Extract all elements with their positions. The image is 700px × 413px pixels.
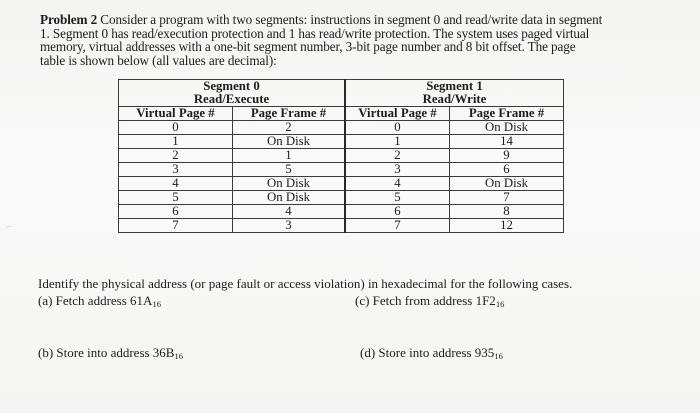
seg0-virtual-page: 3	[119, 163, 233, 177]
seg0-virtual-page: 2	[119, 149, 233, 163]
seg1-page-frame: On Disk	[450, 177, 564, 191]
table-row	[119, 121, 564, 135]
seg0-virtual-page: 1	[119, 135, 233, 149]
segment0-title: Segment 0	[119, 80, 346, 94]
seg1-virtual-page: 1	[345, 135, 450, 149]
seg0-page-frame: On Disk	[233, 177, 346, 191]
seg1-page-frame: 14	[450, 135, 564, 149]
table-row	[119, 219, 564, 233]
segment0-protection: Read/Execute	[119, 93, 346, 107]
seg0-page-frame: 5	[233, 163, 346, 177]
case-a: (a) Fetch address $61A_{16}$	[38, 293, 161, 309]
table-row	[119, 163, 564, 177]
table-row	[119, 191, 564, 205]
problem-statement	[40, 13, 652, 67]
segment1-protection: Read/Write	[345, 93, 564, 107]
problem-label: Problem 2	[40, 12, 98, 27]
problem-line-1: Problem 2 Consider a program with two segments: instructions in segment 0 and read/write data in segment	[40, 12, 603, 27]
seg0-page-frame: 1	[233, 149, 346, 163]
case-b: (b) Store into address $36B_{16}$	[38, 345, 183, 361]
seg1-virtual-page: 5	[345, 191, 450, 205]
table-row	[119, 205, 564, 219]
header-virtual-page-seg1: Virtual Page #	[345, 107, 450, 121]
case-c: (c) Fetch from address $1F2_{16}$	[355, 293, 505, 309]
case-d: (d) Store into address $935_{16}$	[360, 345, 503, 361]
seg0-virtual-page: 5	[119, 191, 233, 205]
segment1-title: Segment 1	[345, 80, 564, 94]
seg1-page-frame: 6	[450, 163, 564, 177]
seg1-virtual-page: 3	[345, 163, 450, 177]
header-virtual-page-seg0: Virtual Page #	[119, 107, 233, 121]
seg1-virtual-page: 0	[345, 121, 450, 135]
seg0-page-frame: On Disk	[233, 135, 346, 149]
seg0-page-frame: 4	[233, 205, 346, 219]
problem-line-3: memory, virtual addresses with a one-bit segment number, 3-bit page number and 8 bit offset. The page	[40, 39, 576, 55]
seg1-page-frame: On Disk	[450, 121, 564, 135]
seg0-virtual-page: 0	[119, 121, 233, 135]
seg0-virtual-page: 4	[119, 177, 233, 191]
seg0-virtual-page: 6	[119, 205, 233, 219]
seg1-page-frame: 7	[450, 191, 564, 205]
problem-line-4: table is shown below (all values are decimal):	[40, 52, 277, 68]
table-row	[119, 135, 564, 149]
problem-line-2: 1. Segment 0 has read/execution protection and 1 has read/write protection. The system uses paged virtual	[40, 25, 590, 41]
seg0-page-frame: 2	[233, 121, 346, 135]
seg0-page-frame: On Disk	[233, 191, 346, 205]
seg1-page-frame: 9	[450, 149, 564, 163]
seg0-virtual-page: 7	[119, 219, 233, 233]
pencil-mark: ⌐	[6, 222, 12, 233]
table-row	[119, 149, 564, 163]
seg0-page-frame: 3	[233, 219, 346, 233]
seg1-virtual-page: 6	[345, 205, 450, 219]
seg1-page-frame: 8	[450, 205, 564, 219]
seg1-virtual-page: 2	[345, 149, 450, 163]
seg1-virtual-page: 7	[345, 219, 450, 233]
page-table	[118, 79, 564, 233]
header-page-frame-seg1: Page Frame #	[450, 107, 564, 121]
header-page-frame-seg0: Page Frame #	[233, 107, 346, 121]
question-prompt: Identify the physical address (or page fault or access violation) in hexadecimal for the following cases.	[38, 276, 573, 291]
seg1-virtual-page: 4	[345, 177, 450, 191]
table-row	[119, 177, 564, 191]
seg1-page-frame: 12	[450, 219, 564, 233]
